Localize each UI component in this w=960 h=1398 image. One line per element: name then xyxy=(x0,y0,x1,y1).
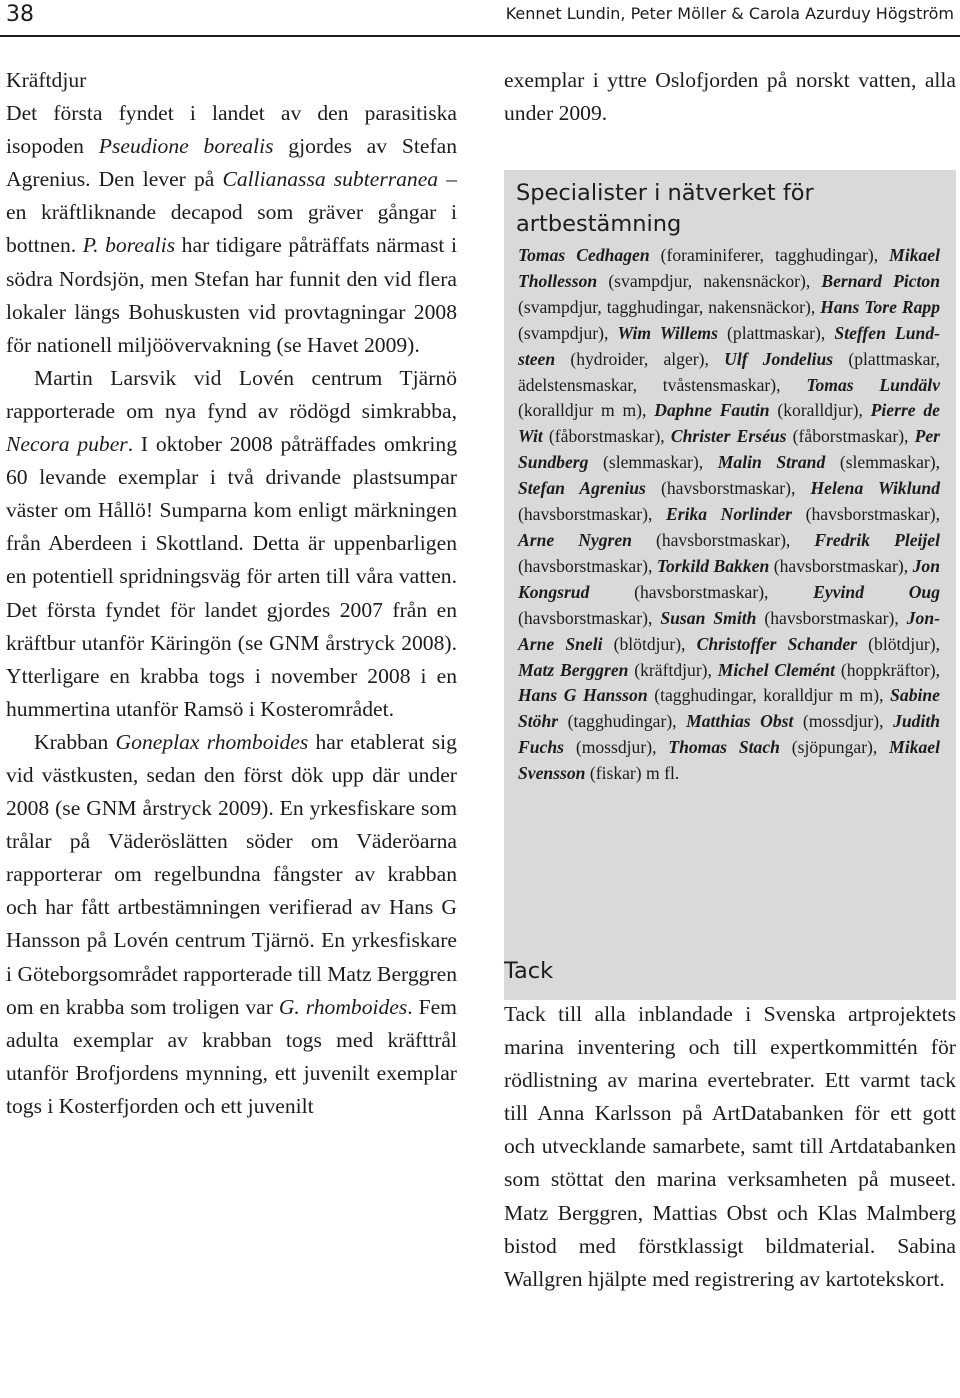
specialist-groups: (tagghudingar, koralldjur m m), xyxy=(647,685,891,706)
specialist-entry xyxy=(657,556,913,576)
specialist-groups: (koralldjur), xyxy=(769,400,871,421)
specialist-name: Hans Tore Rapp xyxy=(820,296,940,317)
specialist-entry xyxy=(518,530,814,550)
specialist-groups: (slemmaskar), xyxy=(588,452,718,473)
specialist-name: Jon-Arne Sneli xyxy=(518,607,940,654)
specialist-entry xyxy=(518,245,889,265)
specialist-name: Mikael Svensson xyxy=(518,737,940,784)
tack-heading: Tack xyxy=(504,958,554,984)
specialist-name: Tomas Cedhagen xyxy=(518,245,650,265)
specialist-groups: (mossdjur), xyxy=(563,737,669,758)
specialist-name: Eyvind Oug xyxy=(813,581,940,602)
specialist-entry xyxy=(518,478,810,498)
specialist-name: Malin Strand xyxy=(717,452,826,473)
specialist-groups: (fiskar) m fl. xyxy=(585,763,680,784)
specialist-groups: (plattmaskar, ädelstensmaskar, tvåstensmaskar), xyxy=(518,348,940,395)
specialist-groups: (slemmaskar), xyxy=(825,452,940,473)
specialist-groups: (tagghudingar), xyxy=(558,711,687,732)
specialists-box-title: Specialister i nätverket för artbestämning xyxy=(516,180,814,237)
specialists-list xyxy=(518,243,940,787)
specialist-entry xyxy=(697,634,940,654)
specialist-groups: (kräftdjur), xyxy=(628,659,718,680)
specialist-groups: (fåborstmaskar), xyxy=(786,426,915,447)
specialist-groups: (hoppkräftor), xyxy=(835,659,941,680)
specialist-groups: (svampdjur, nakensnäckor), xyxy=(597,270,822,291)
specialist-groups: (havsborstmaskar), xyxy=(589,581,814,602)
specialist-entry xyxy=(618,323,835,343)
page-number: 38 xyxy=(6,2,34,27)
right-column xyxy=(504,64,956,1291)
specialist-entry xyxy=(654,400,870,420)
specialist-groups: (mossdjur), xyxy=(793,711,894,732)
paragraph-pseudione: Det första fyndet i landet av den parasitiska isopoden Pseudione borealis gjordes av Stefan Agrenius. Den lever på Callianassa subterranea – en kräftliknande decapod som gräver gångar i bottnen. P. borealis har tidigare påträffats närmast i södra Nordsjön, men Stefan har funnit den vid flera lokaler längs Bohuskusten vid provtagningar 2008 för nationell miljöövervakning (se Havet 2009). xyxy=(6,101,458,357)
specialist-entry xyxy=(718,660,940,680)
specialist-name: Wim Willems xyxy=(617,322,718,343)
specialist-name: Hans G Hansson xyxy=(518,685,648,706)
specialist-groups: (havsborstmaskar), xyxy=(518,555,657,576)
specialist-entry xyxy=(518,685,890,705)
specialist-groups: (havsborstmaskar), xyxy=(756,607,907,628)
specialist-entry xyxy=(718,452,940,472)
specialist-name: Mikael Thollesson xyxy=(518,245,940,291)
specialist-entry xyxy=(686,711,893,731)
continued-paragraph: exemplar i yttre Oslofjorden på norskt vatten, alla under 2009. xyxy=(504,68,956,126)
specialist-name: Christer Erséus xyxy=(670,426,787,447)
specialist-entry xyxy=(666,504,940,524)
running-head-authors: Kennet Lundin, Peter Möller & Carola Azurduy Högström xyxy=(505,4,954,23)
specialist-groups: (svampdjur), xyxy=(518,322,618,343)
specialist-name: Daphne Fautin xyxy=(654,400,770,421)
page-header xyxy=(0,0,960,37)
specialist-groups: (foraminiferer, tagghudingar), xyxy=(649,245,890,265)
specialist-name: Michel Clemént xyxy=(717,659,836,680)
specialist-name: Helena Wiklund xyxy=(810,478,940,499)
specialist-name: Torkild Bakken xyxy=(656,555,770,576)
specialist-groups: (hydroider, alger), xyxy=(555,348,725,369)
specialist-groups: (havsborstmaskar), xyxy=(792,504,941,525)
specialist-entry xyxy=(660,608,906,628)
specialist-name: Steffen Lundsteen xyxy=(518,322,940,369)
specialist-entry xyxy=(671,426,915,446)
specialist-entry xyxy=(668,737,889,757)
specialist-name: Susan Smith xyxy=(660,607,757,628)
specialist-groups: (plattmaskar), xyxy=(717,322,835,343)
specialist-name: Ulf Jondelius xyxy=(724,348,834,369)
specialists-box xyxy=(504,170,956,1000)
paragraph-necora: Martin Larsvik vid Lovén centrum Tjärnö rapporterade om nya fynd av rödögd simkrabba, Necora puber. I oktober 2008 påträffades omkring 60 levande exemplar i två drivande plastsumpar väster om Hållö! Sumparna kom enligt märkningen från Aberdeen i Skottland. Detta är uppenbarligen en potentiell spridningsväg för arten till våra vatten. Det första fyndet för landet gjordes 2007 från en kräftbur utanför Käringön (se GNM årstryck 2008). Ytterligare en krabba togs i november 2008 i en hummertina utanför Ramsö i Kosterområdet. xyxy=(6,365,457,721)
specialist-name: Erika Norlinder xyxy=(665,504,793,525)
specialist-groups: (sjöpungar), xyxy=(779,737,890,758)
specialist-name: Thomas Stach xyxy=(668,737,780,758)
specialist-name: Jon Kongsrud xyxy=(518,555,941,602)
specialist-entry xyxy=(518,660,718,680)
specialist-groups: (blötdjur), xyxy=(602,633,697,654)
specialist-groups: (koralldjur m m), xyxy=(518,400,655,421)
specialist-groups: (havsborstmaskar), xyxy=(518,607,661,628)
specialist-name: Christoffer Schander xyxy=(696,633,858,654)
specialist-name: Sabine Stöhr xyxy=(518,685,940,732)
specialist-name: Bernard Picton xyxy=(821,270,940,291)
specialist-groups: (fåborstmaskar), xyxy=(542,426,671,447)
specialist-groups: (havsborstmaskar), xyxy=(769,555,913,576)
specialist-name: Matz Berggren xyxy=(518,659,629,680)
tack-paragraph: Tack till alla inblandade i Svenska artprojektets marina inventering och till expertkommittén för rödlistning av marina evertebrater. Ett varmt tack till Anna Karlsson på ArtDatabanken för ett gott och utvecklande samarbete, samt till Artdatabanken som stöttat den marina verksamheten på museet. Matz Berggren, Mattias Obst och Klas Malmberg bistod med förstklassigt bildmaterial. Sabina Wallgren hjälpte med registrering av kartotekskort. xyxy=(504,1002,956,1291)
section-heading-kraftdjur: Kräftdjur xyxy=(6,68,87,92)
specialist-groups: (havsborstmaskar), xyxy=(645,478,811,499)
specialist-groups: (havsborstmaskar), xyxy=(631,529,815,550)
specialist-name: Matthias Obst xyxy=(686,711,794,732)
specialist-name: Pierre de Wit xyxy=(518,400,940,447)
specialist-name: Per Sundberg xyxy=(518,426,941,473)
left-column xyxy=(6,64,457,1123)
specialist-groups: (svampdjur, tagghudingar, nakensnäckor), xyxy=(518,296,821,317)
specialist-groups: (havsborstmaskar), xyxy=(518,504,666,525)
specialist-name: Judith Fuchs xyxy=(518,711,941,758)
specialist-name: Fredrik Pleijel xyxy=(814,529,940,550)
specialist-groups: (blötdjur), xyxy=(857,633,940,654)
paragraph-goneplax: Krabban Goneplax rhomboides har etablerat sig vid västkusten, sedan den först dök upp där under 2008 (se GNM årstryck 2009). En yrkesfiskare som trålar på Väderöslätten söder om Väderöarna rapporterar om regelbundna fångster av krabban och har fått artbestämningen verifierad av Hans G Hansson på Lovén centrum Tjärnö. En yrkesfiskare i Göteborgsområdet rapporterade till Matz Berggren om en krabba som troligen var G. rhomboides. Fem adulta exemplar av krabban togs med kräfttrål utanför Brofjordens mynning, ett juvenilt exemplar togs i Kosterfjorden och ett juvenilt xyxy=(6,729,457,1118)
specialist-name: Tomas Lundälv xyxy=(806,374,941,395)
header-rule xyxy=(0,35,960,37)
specialist-name: Stefan Agrenius xyxy=(518,478,646,499)
specialist-name: Arne Nygren xyxy=(518,529,632,550)
